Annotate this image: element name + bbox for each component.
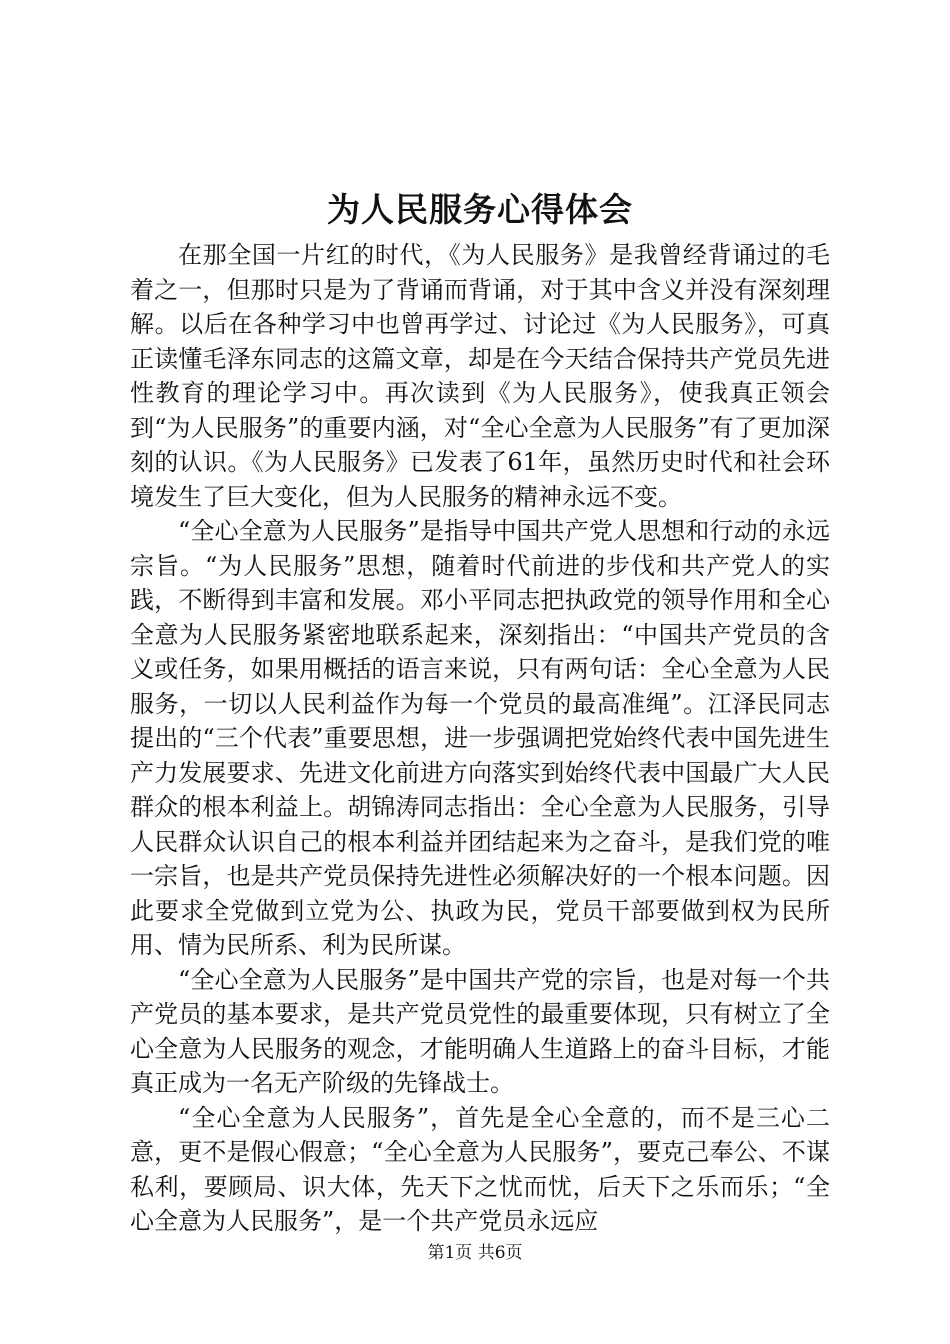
document-title: 为人民服务心得体会 <box>327 190 633 229</box>
body-paragraph-3: “全心全意为人民服务”是中国共产党的宗旨，也是对每一个共产党员的基本要求，是共产党员党性的最重要体现，只有树立了全心全意为人民服务的观念，才能明确人生道路上的奋斗目标，才能真正成为一名无产阶级的先锋战士。 <box>130 965 830 1097</box>
body-paragraph-1: 在那全国一片红的时代，《为人民服务》是我曾经背诵过的毛着之一，但那时只是为了背诵而背诵，对于其中含义并没有深刻理解。以后在各种学习中也曾再学过、讨论过《为人民服务》，可真正读懂毛泽东同志的这篇文章，却是在今天结合保持共产党员先进性教育的理论学习中。再次读到《为人民服务》，使我真正领会到“为人民服务”的重要内涵，对“全心全意为人民服务”有了更加深刻的认识。《为人民服务》已发表了61年，虽然历史时代和社会环境发生了巨大变化，但为人民服务的精神永远不变。 <box>130 241 830 511</box>
body-paragraph-4: “全心全意为人民服务”，首先是全心全意的，而不是三心二意，更不是假心假意；“全心全意为人民服务”，要克己奉公、不谋私利，要顾局、识大体，先天下之忧而忧，后天下之乐而乐；“全心全意为人民服务”，是一个共产党员永远应 <box>130 1103 830 1235</box>
page-number-footer: 第1页 共6页 <box>427 1243 523 1263</box>
body-paragraph-2: “全心全意为人民服务”是指导中国共产党人思想和行动的永远宗旨。“为人民服务”思想，随着时代前进的步伐和共产党人的实践，不断得到丰富和发展。邓小平同志把执政党的领导作用和全心全意为人民服务紧密地联系起来，深刻指出：“中国共产党员的含义或任务，如果用概括的语言来说，只有两句话：全心全意为人民服务，一切以人民利益作为每一个党员的最高准绳”。江泽民同志提出的“三个代表”重要思想，进一步强调把党始终代表中国先进生产力发展要求、先进文化前进方向落实到始终代表中国最广大人民群众的根本利益上。胡锦涛同志指出：全心全意为人民服务，引导人民群众认识自己的根本利益并团结起来为之奋斗，是我们党的唯一宗旨，也是共产党员保持先进性必须解决好的一个根本问题。因此要求全党做到立党为公、执政为民，党员干部要做到权为民所用、情为民所系、利为民所谋。 <box>130 517 830 959</box>
document-body <box>130 238 830 1239</box>
